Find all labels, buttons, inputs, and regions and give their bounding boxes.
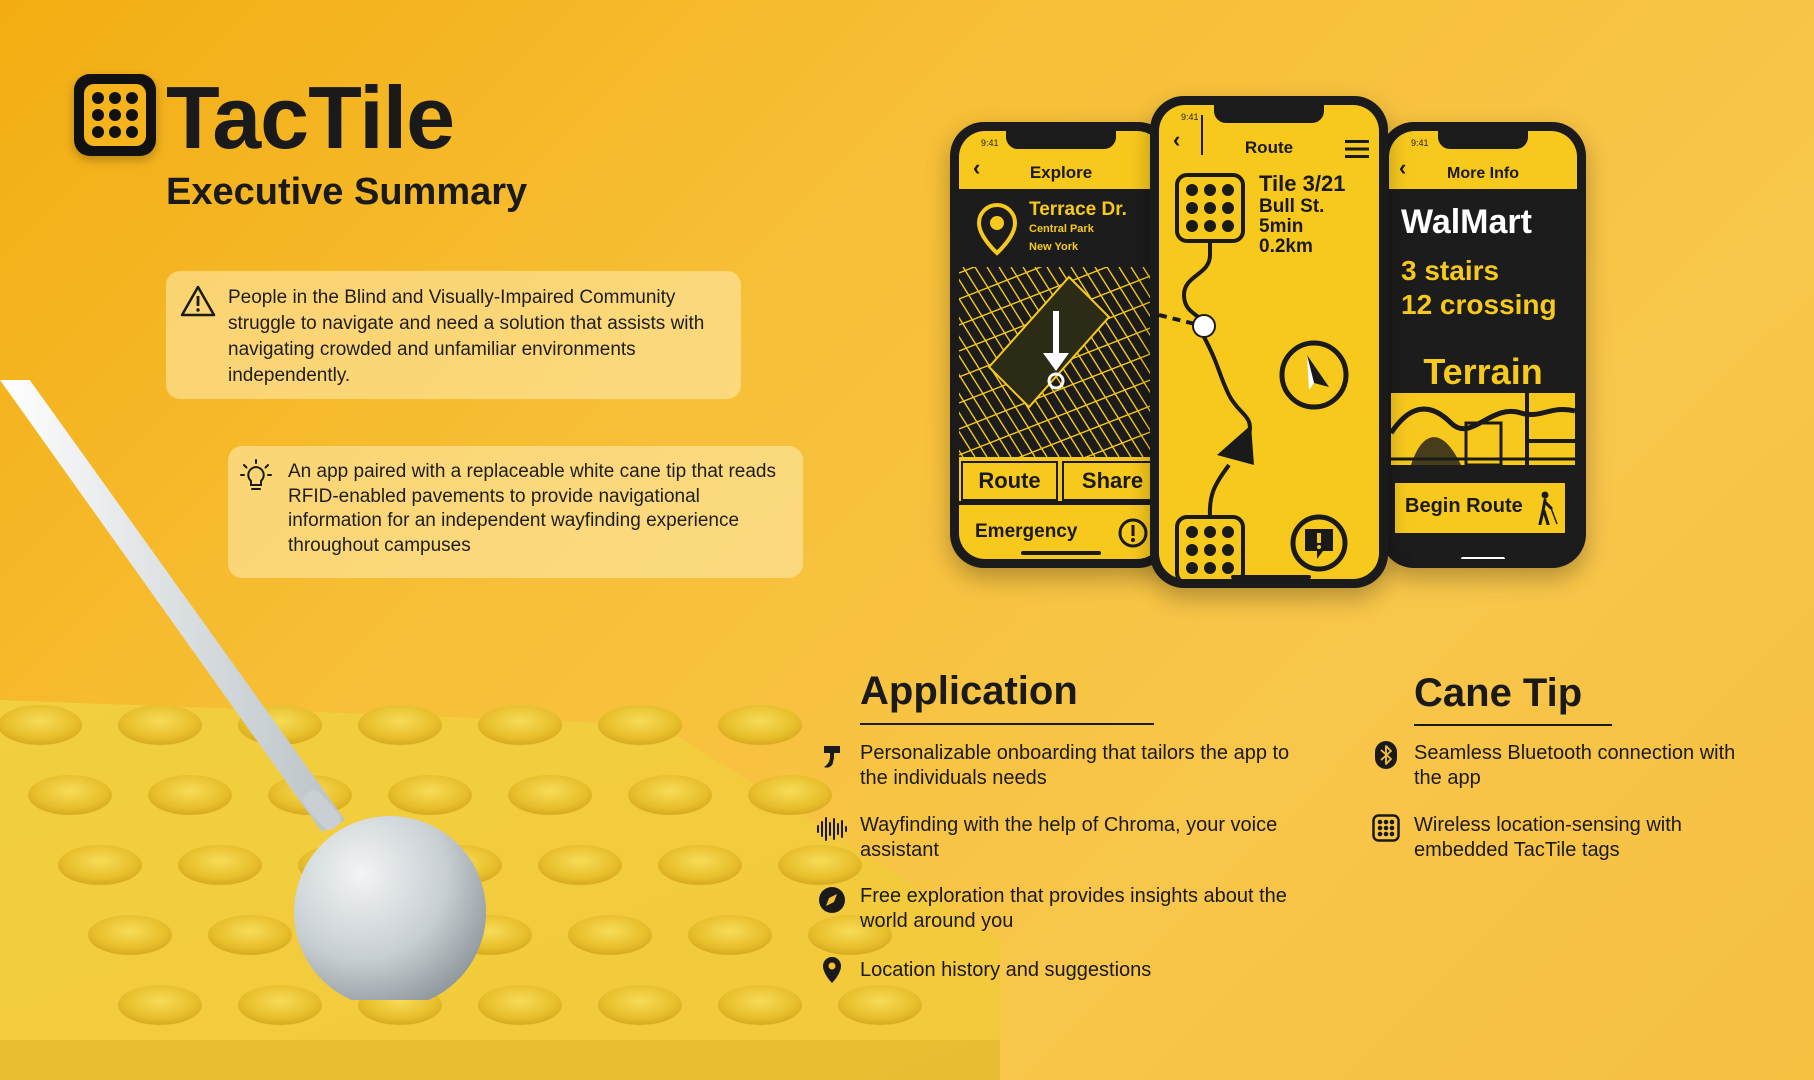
lightbulb-icon	[239, 458, 273, 494]
problem-card	[166, 271, 741, 399]
back-button[interactable]: ‹	[973, 155, 981, 180]
application-feature-1: Personalizable onboarding that tailors the app to the individuals needs	[860, 742, 1290, 789]
tactile-dome	[718, 985, 802, 1025]
paintbrush-icon	[818, 742, 846, 770]
explore-phone	[950, 122, 1172, 568]
tactile-dome	[598, 985, 682, 1025]
back-button[interactable]: ‹	[1399, 155, 1407, 180]
emergency-button[interactable]: Emergency	[975, 521, 1078, 542]
tactile-dome	[778, 845, 862, 885]
place-name: WalMart	[1401, 203, 1532, 241]
status-time: 9:41	[1411, 138, 1429, 148]
walking-cane-icon	[1537, 491, 1559, 525]
location-name: Terrace Dr.	[1029, 199, 1127, 220]
screen-title: Route	[1244, 138, 1294, 157]
warning-icon	[180, 285, 216, 317]
route-button[interactable]: Route	[961, 461, 1058, 501]
crossing-count: 12 crossing	[1401, 289, 1557, 320]
tile-progress: Tile 3/21	[1259, 171, 1346, 196]
application-feature-2: Wayfinding with the help of Chroma, your voice assistant	[860, 814, 1278, 861]
location-area: Central Park	[1029, 223, 1094, 235]
share-button[interactable]: Share	[1062, 461, 1163, 501]
location-city: New York	[1029, 241, 1079, 253]
back-button[interactable]: ‹	[1173, 127, 1181, 152]
status-time: 9:41	[981, 138, 999, 148]
solution-text: An app paired with a replaceable white cane tip that reads RFID-enabled pavements to provide navigational information for an independent wayfinding experience throughout campuses	[288, 461, 776, 556]
application-divider	[860, 723, 1154, 725]
screen-title: More Info	[1447, 165, 1519, 182]
tactile-dome	[598, 705, 682, 745]
info-phone	[1380, 122, 1586, 568]
terrain-map	[1391, 393, 1575, 465]
compass-icon	[818, 886, 846, 914]
page-subtitle: Executive Summary	[166, 171, 528, 213]
street-name: Bull St.	[1259, 196, 1325, 217]
begin-route-label: Begin Route	[1405, 495, 1523, 517]
stairs-count: 3 stairs	[1401, 255, 1500, 286]
tactile-dome	[658, 845, 742, 885]
alert-icon	[1117, 517, 1149, 549]
cane-tip-divider	[1414, 724, 1612, 726]
solution-card	[228, 446, 803, 578]
distance: 0.2km	[1259, 236, 1313, 257]
city-map[interactable]	[959, 267, 1163, 457]
tactile-dome	[628, 775, 712, 815]
tactile-logo-icon	[74, 74, 156, 156]
location-pin-icon	[818, 956, 846, 984]
tactile-dome	[718, 705, 802, 745]
application-heading: Application	[860, 669, 1078, 713]
tactile-dome	[688, 915, 772, 955]
screen-title: Explore	[1029, 163, 1093, 182]
application-feature-3: Free exploration that provides insights about the world around you	[860, 885, 1287, 932]
eta: 5min	[1259, 216, 1304, 237]
menu-icon[interactable]	[1345, 139, 1369, 159]
route-phone	[1150, 96, 1388, 588]
cane-tip-heading: Cane Tip	[1414, 671, 1583, 715]
terrain-label: Terrain	[1423, 351, 1543, 392]
tactile-dome	[568, 915, 652, 955]
tactile-dome	[748, 775, 832, 815]
begin-route-button[interactable]	[1395, 483, 1565, 533]
cane-tip-feature-2: Wireless location-sensing with embedded TacTile tags	[1414, 814, 1682, 861]
brand-title: TacTile	[166, 68, 455, 167]
status-time: 9:41	[1181, 112, 1199, 122]
tactile-dome	[838, 985, 922, 1025]
problem-text: People in the Blind and Visually-Impaired Community struggle to navigate and need a solution that assists with navigating crowded and unfamiliar environments independently.	[228, 287, 705, 386]
application-feature-4: Location history and suggestions	[860, 959, 1152, 981]
cane-tip-feature-1: Seamless Bluetooth connection with the app	[1414, 742, 1736, 789]
soundwave-icon	[816, 815, 848, 843]
tactile-grid-icon	[1372, 814, 1400, 842]
bluetooth-icon	[1372, 741, 1400, 769]
location-pin-icon	[973, 201, 1021, 257]
